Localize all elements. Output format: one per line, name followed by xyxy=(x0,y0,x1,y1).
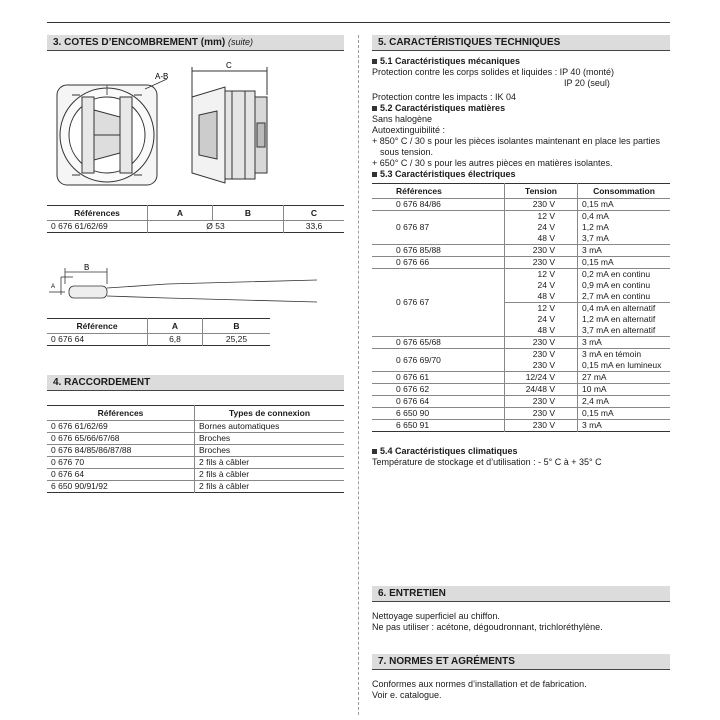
cell-consumption-line: 2,7 mA en continu xyxy=(582,291,651,301)
section-6 xyxy=(372,586,670,633)
table-row xyxy=(47,457,344,469)
cell-connection-type: Bornes automatiques xyxy=(195,421,345,433)
label-ab: A-B xyxy=(155,72,169,81)
cell-consumption-line: 0,15 mA xyxy=(582,257,614,267)
section-5-header xyxy=(372,35,670,51)
cell-voltage xyxy=(505,349,578,372)
cell-consumption xyxy=(578,396,671,408)
col-header-reference: Référence xyxy=(76,321,118,331)
bullet-square-icon xyxy=(372,172,377,177)
cell-voltage-line: 12 V xyxy=(537,269,555,279)
table-row xyxy=(372,384,670,396)
cell-voltage xyxy=(505,384,578,396)
col-header-a: A xyxy=(148,319,203,334)
text-line: Température de stockage et d’utilisation : - 5° C à + 35° C xyxy=(372,457,602,467)
section-3-title: 3. COTES D’ENCOMBREMENT (mm) xyxy=(53,37,226,48)
cell-ref: 6 650 90 xyxy=(372,408,505,420)
cell-consumption xyxy=(578,420,671,432)
col-header-references: Références xyxy=(97,408,144,418)
cell-voltage-line: 12/24 V xyxy=(525,372,555,382)
cell-consumption xyxy=(578,199,671,211)
cell-consumption xyxy=(578,372,671,384)
cell-ref: 0 676 61/62/69 xyxy=(47,221,148,233)
cell-ref: 0 676 64 xyxy=(47,469,195,481)
cell-voltage-line: 12 V xyxy=(537,211,555,221)
cell-consumption-line: 0,15 mA xyxy=(582,199,614,209)
side-view xyxy=(192,67,267,183)
section-3-header xyxy=(47,35,344,51)
cell-ab: Ø 53 xyxy=(148,221,284,233)
table-row xyxy=(372,349,670,372)
bullet-square-icon xyxy=(372,59,377,64)
cell-consumption-line: 3 mA xyxy=(582,337,602,347)
cell-voltage-line: 24 V xyxy=(537,222,555,232)
section-5-title: 5. CARACTÉRISTIQUES TECHNIQUES xyxy=(378,37,561,48)
connection-table xyxy=(47,405,344,493)
cell-voltage-line: 230 V xyxy=(532,257,555,267)
cell-consumption-line: 1,2 mA en alternatif xyxy=(582,314,656,324)
cell-ref: 0 676 66 xyxy=(372,257,505,269)
subsection-5-1-title: 5.1 Caractéristiques mécaniques xyxy=(380,56,521,66)
cell-ref: 0 676 87 xyxy=(372,211,505,245)
section-4-header xyxy=(47,375,344,391)
cell-voltage xyxy=(505,372,578,384)
cell-voltage-line: 230 V xyxy=(532,408,555,418)
cell-voltage-line: 230 V xyxy=(532,245,555,255)
text-line: + 650° C / 30 s pour les autres pièces en matières isolantes. xyxy=(372,158,613,168)
cell-connection-type: Broches xyxy=(195,445,345,457)
label-b: B xyxy=(84,263,90,272)
text-line: Protection contre les corps solides et liquides : IP 40 (monté) xyxy=(372,67,614,77)
cell-consumption xyxy=(578,269,671,303)
cell-consumption xyxy=(578,349,671,372)
cell-consumption-line: 0,9 mA en continu xyxy=(582,280,651,290)
table-row xyxy=(47,221,344,233)
cell-voltage xyxy=(505,245,578,257)
section-3-suffix: (suite) xyxy=(228,37,254,47)
cell-consumption-line: 3 mA xyxy=(582,245,602,255)
cell-voltage-line: 24/48 V xyxy=(525,384,555,394)
section-7-header xyxy=(372,654,670,670)
cell-voltage-line: 48 V xyxy=(537,325,555,335)
cell-voltage xyxy=(505,408,578,420)
cell-consumption xyxy=(578,303,671,337)
col-header-connection-type: Types de connexion xyxy=(195,406,345,421)
cell-voltage-line: 230 V xyxy=(532,360,555,370)
text-line: Conformes aux normes d’installation et de fabrication. xyxy=(372,679,587,689)
cell-consumption-line: 27 mA xyxy=(582,372,607,382)
text-line: Protection contre les impacts : IK 04 xyxy=(372,92,517,102)
col-header-c: C xyxy=(284,206,345,221)
subsection-5-2-title: 5.2 Caractéristiques matières xyxy=(380,103,506,113)
label-a: A xyxy=(51,284,56,290)
cell-voltage-line: 12 V xyxy=(537,303,555,313)
cell-voltage xyxy=(505,211,578,245)
table-row xyxy=(372,420,670,432)
table-row xyxy=(372,337,670,349)
text-line: Autoextinguibilité : xyxy=(372,125,446,135)
cell-ref: 0 676 65/68 xyxy=(372,337,505,349)
cell-consumption-line: 10 mA xyxy=(582,384,607,394)
top-rule xyxy=(47,22,670,23)
cell-consumption xyxy=(578,384,671,396)
cell-c: 33,6 xyxy=(284,221,345,233)
text-line: Voir e. catalogue. xyxy=(372,690,442,700)
cell-connection-type: Broches xyxy=(195,433,345,445)
cell-ref: 0 676 65/66/67/68 xyxy=(47,433,195,445)
table-row xyxy=(47,421,344,433)
cell-ref: 6 650 90/91/92 xyxy=(47,481,195,493)
cell-consumption-line: 1,2 mA xyxy=(582,222,609,232)
cell-ref: 0 676 67 xyxy=(372,269,505,337)
text-line: + 850° C / 30 s pour les pièces isolantes maintenant en place les parties xyxy=(372,136,661,146)
table-row xyxy=(372,408,670,420)
dimension-drawing-front-side xyxy=(47,55,347,200)
cell-consumption-line: 2,4 mA xyxy=(582,396,609,406)
cell-voltage-line: 230 V xyxy=(532,349,555,359)
cell-voltage xyxy=(505,396,578,408)
text-line: IP 20 (seul) xyxy=(564,78,610,88)
cell-voltage xyxy=(505,303,578,337)
dimensions-table-1 xyxy=(47,205,344,233)
section-7-title: 7. NORMES ET AGRÉMENTS xyxy=(378,656,515,667)
col-header-a: A xyxy=(148,206,213,221)
bullet-square-icon xyxy=(372,449,377,454)
dimension-drawing-probe xyxy=(47,262,347,312)
cell-consumption xyxy=(578,245,671,257)
cell-voltage-line: 48 V xyxy=(537,233,555,243)
col-header-references: Références xyxy=(74,208,120,218)
cell-connection-type: 2 fils à câbler xyxy=(195,457,345,469)
table-row xyxy=(372,269,670,303)
cell-voltage-line: 230 V xyxy=(532,420,555,430)
text-line: Nettoyage superficiel au chiffon. xyxy=(372,611,500,621)
table-row xyxy=(372,372,670,384)
cell-voltage-line: 24 V xyxy=(537,314,555,324)
col-header-voltage: Tension xyxy=(505,184,578,199)
subsection-5-3 xyxy=(372,169,670,432)
table-row xyxy=(47,334,270,346)
cell-consumption-line: 0,4 mA en alternatif xyxy=(582,303,656,313)
bullet-square-icon xyxy=(372,106,377,111)
subsection-5-1 xyxy=(372,56,670,103)
left-column xyxy=(47,35,344,51)
cell-voltage-line: 48 V xyxy=(537,291,555,301)
cell-ref: 0 676 84/86 xyxy=(372,199,505,211)
col-header-b: B xyxy=(203,319,271,334)
cell-voltage xyxy=(505,269,578,303)
cell-consumption-line: 3 mA en témoin xyxy=(582,349,642,359)
cell-consumption-line: 3,7 mA en alternatif xyxy=(582,325,656,335)
electrical-table xyxy=(372,183,670,432)
col-header-b: B xyxy=(213,206,284,221)
section-4 xyxy=(47,375,344,493)
cell-voltage-line: 230 V xyxy=(532,337,555,347)
cell-consumption xyxy=(578,408,671,420)
cell-connection-type: 2 fils à câbler xyxy=(195,481,345,493)
table-row xyxy=(47,469,344,481)
cell-ref: 0 676 84/85/86/87/88 xyxy=(47,445,195,457)
cell-consumption-line: 3,7 mA xyxy=(582,233,609,243)
subsection-5-4-title: 5.4 Caractéristiques climatiques xyxy=(380,446,518,456)
table-row xyxy=(372,245,670,257)
table-row xyxy=(47,481,344,493)
column-divider xyxy=(358,35,359,715)
cell-ref: 0 676 69/70 xyxy=(372,349,505,372)
cell-connection-type: 2 fils à câbler xyxy=(195,469,345,481)
cell-b: 25,25 xyxy=(203,334,271,346)
cell-voltage-line: 230 V xyxy=(532,396,555,406)
cell-consumption xyxy=(578,211,671,245)
right-column xyxy=(372,35,670,468)
cell-consumption-line: 0,4 mA xyxy=(582,211,609,221)
text-line: sous tension. xyxy=(380,147,434,157)
cell-ref: 0 676 64 xyxy=(372,396,505,408)
cell-consumption-line: 0,2 mA en continu xyxy=(582,269,651,279)
col-header-references: Références xyxy=(396,186,442,196)
table-row xyxy=(47,433,344,445)
label-c: C xyxy=(226,61,232,70)
section-4-title: 4. RACCORDEMENT xyxy=(53,377,151,388)
cell-consumption-line: 0,15 mA en lumineux xyxy=(582,360,662,370)
cell-consumption xyxy=(578,257,671,269)
cell-voltage xyxy=(505,257,578,269)
cell-voltage-line: 230 V xyxy=(532,199,555,209)
table-row xyxy=(372,257,670,269)
subsection-5-4 xyxy=(372,446,670,468)
col-header-consumption: Consommation xyxy=(578,184,671,199)
dimensions-table-2 xyxy=(47,318,270,346)
table-row xyxy=(372,199,670,211)
cell-voltage-line: 24 V xyxy=(537,280,555,290)
text-line: Sans halogène xyxy=(372,114,433,124)
cell-voltage xyxy=(505,337,578,349)
table-row xyxy=(372,396,670,408)
front-view xyxy=(57,85,157,185)
subsection-5-3-title: 5.3 Caractéristiques électriques xyxy=(380,169,516,179)
cell-ref: 0 676 70 xyxy=(47,457,195,469)
cell-ref: 0 676 61/62/69 xyxy=(47,421,195,433)
table-row xyxy=(47,445,344,457)
subsection-5-2 xyxy=(372,103,670,169)
cell-ref: 0 676 85/88 xyxy=(372,245,505,257)
text-line: Ne pas utiliser : acétone, dégoudronnant, trichloréthylène. xyxy=(372,622,603,632)
section-7 xyxy=(372,654,670,701)
cell-ref: 0 676 61 xyxy=(372,372,505,384)
table-row xyxy=(372,211,670,245)
cell-voltage xyxy=(505,420,578,432)
cell-consumption-line: 0,15 mA xyxy=(582,408,614,418)
cell-voltage xyxy=(505,199,578,211)
cell-consumption-line: 3 mA xyxy=(582,420,602,430)
cell-ref: 0 676 62 xyxy=(372,384,505,396)
cell-consumption xyxy=(578,337,671,349)
cell-ref: 6 650 91 xyxy=(372,420,505,432)
section-6-header xyxy=(372,586,670,602)
section-6-title: 6. ENTRETIEN xyxy=(378,588,446,599)
cell-ref: 0 676 64 xyxy=(47,334,148,346)
cell-a: 6,8 xyxy=(148,334,203,346)
